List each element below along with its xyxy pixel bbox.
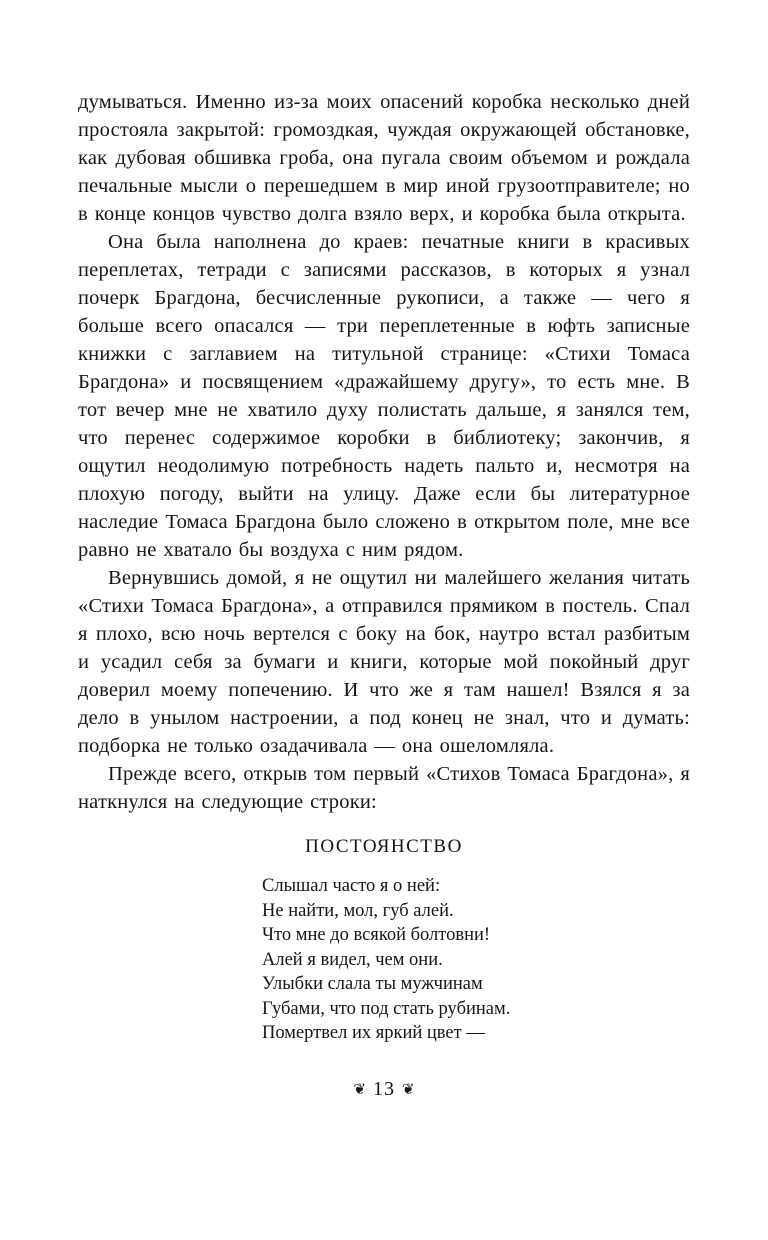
paragraph: Она была наполнена до краев: печатные книги в красивых переплетах, тетради с записями рассказов, в которых я узнал почерк Брагдона, бесчисленные рукописи, а также — чего я больше всего опасался — три переплетенные в юфть записные книжки с заглавием на титульной странице: «Стихи Томаса Брагдона» и посвящением «дражайшему другу», то есть мне. В тот вечер мне не хватило духу полистать дальше, я занялся тем, что перенес содержимое коробки в библиотеку; закончив, я ощутил неодолимую потребность надеть пальто и, несмотря на плохую погоду, выйти на улицу. Даже если бы литературное наследие Томаса Брагдона было сложено в открытом поле, мне все равно не хватало бы воздуха с ним рядом. (78, 231, 690, 561)
poem-line: Помертвел их яркий цвет — (262, 1023, 485, 1043)
poem-title: ПОСТОЯНСТВО (305, 836, 463, 857)
fleuron-left-icon: ❦ (353, 1081, 366, 1098)
paragraph: Прежде всего, открыв том первый «Стихов Томаса Брагдона», я наткнулся на следующие строки: (78, 763, 690, 813)
page-number: 13 (373, 1077, 395, 1100)
poem-line: Улыбки слала ты мужчинам (262, 974, 483, 994)
poem-line: Алей я видел, чем они. (262, 949, 443, 970)
poem-line: Губами, что под стать рубинам. (262, 998, 511, 1019)
paragraph: думываться. Именно из-за моих опасений коробка несколько дней простояла закрытой: громоздкая, чуждая окружающей обстановке, как дубовая обшивка гроба, она пугала своим объемом и рождала печальные мысли о перешедшем в мир иной грузоотправителе; но в конце концов чувство долга взяло верх, и коробка была открыта. (78, 91, 690, 225)
poem-line: Слышал часто я о ней: (262, 876, 441, 896)
poem-line: Что мне до всякой болтовни! (262, 925, 491, 945)
paragraph: Вернувшись домой, я не ощутил ни малейшего желания читать «Стихи Томаса Брагдона», а отправился прямиком в постель. Спал я плохо, всю ночь вертелся с боку на бок, наутро встал разбитым и усадил себя за бумаги и книги, которые мой покойный друг доверил моему попечению. И что же я там нашел! Взялся я за дело в унылом настроении, а под конец не знал, что и думать: подборка не только озадачивала — она ошеломляла. (78, 567, 690, 757)
fleuron-right-icon: ❦ (402, 1081, 415, 1098)
poem (262, 874, 690, 1046)
page-footer (78, 1078, 690, 1101)
poem-line: Не найти, мол, губ алей. (262, 900, 454, 921)
